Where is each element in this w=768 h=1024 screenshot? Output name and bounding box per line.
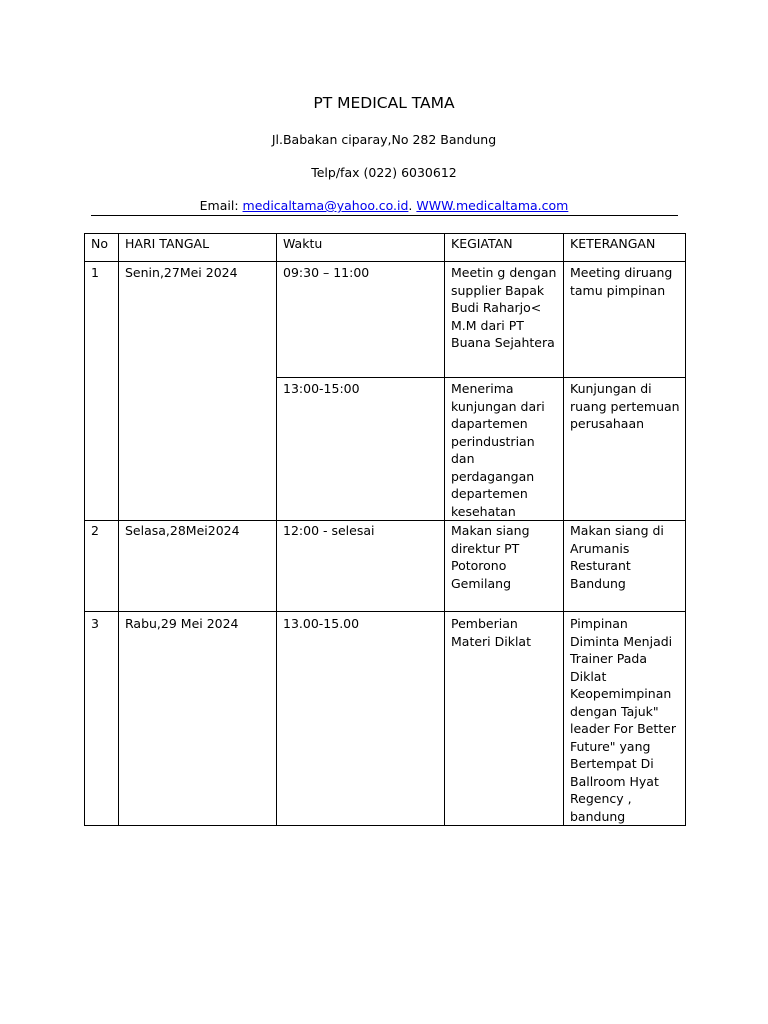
email-prefix: Email: — [199, 198, 243, 213]
email-link[interactable]: medicaltama@yahoo.co.id — [242, 198, 409, 213]
row-date: Selasa,28Mei2024 — [119, 521, 277, 612]
row-date: Rabu,29 Mei 2024 — [119, 612, 277, 826]
header-note: KETERANGAN — [564, 234, 686, 262]
row-activity: Menerima kunjungan dari dapartemen perindustrian dan perdagangan departemen kesehatan — [445, 378, 564, 521]
table-header-row — [85, 234, 686, 262]
email-separator: . — [408, 198, 417, 213]
header-date: HARI TANGAL — [119, 234, 277, 262]
agenda-table — [84, 233, 686, 826]
header-no: No — [85, 234, 119, 262]
row-activity: Meetin g dengan supplier Bapak Budi Raharjo< M.M dari PT Buana Sejahtera — [445, 262, 564, 378]
website-link[interactable]: WWW.medicaltama.com — [416, 198, 569, 213]
row-time: 13.00-15.00 — [277, 612, 445, 826]
table-row — [85, 612, 686, 826]
table-row — [85, 262, 686, 378]
row-note: Makan siang di Arumanis Resturant Bandung — [564, 521, 686, 612]
row-date: Senin,27Mei 2024 — [119, 262, 277, 521]
header-divider — [91, 215, 678, 216]
header-time: Waktu — [277, 234, 445, 262]
company-contact — [0, 198, 768, 213]
row-time: 09:30 – 11:00 — [277, 262, 445, 378]
row-time: 13:00-15:00 — [277, 378, 445, 521]
row-activity: Makan siang direktur PT Potorono Gemilang — [445, 521, 564, 612]
company-address: Jl.Babakan ciparay,No 282 Bandung — [271, 132, 497, 147]
company-telp: Telp/fax (022) 6030612 — [311, 165, 457, 180]
row-note: Pimpinan Diminta Menjadi Trainer Pada Diklat Keopemimpinan dengan Tajuk" leader For Better Future" yang Bertempat Di Ballroom Hyat Regency , bandung — [564, 612, 686, 826]
header-activity: KEGIATAN — [445, 234, 564, 262]
row-time: 12:00 - selesai — [277, 521, 445, 612]
row-no: 1 — [85, 262, 119, 521]
row-no: 2 — [85, 521, 119, 612]
company-name: PT MEDICAL TAMA — [313, 94, 455, 112]
row-note: Meeting diruang tamu pimpinan — [564, 262, 686, 378]
row-note: Kunjungan di ruang pertemuan perusahaan — [564, 378, 686, 521]
row-no: 3 — [85, 612, 119, 826]
row-activity: Pemberian Materi Diklat — [445, 612, 564, 826]
table-row — [85, 521, 686, 612]
